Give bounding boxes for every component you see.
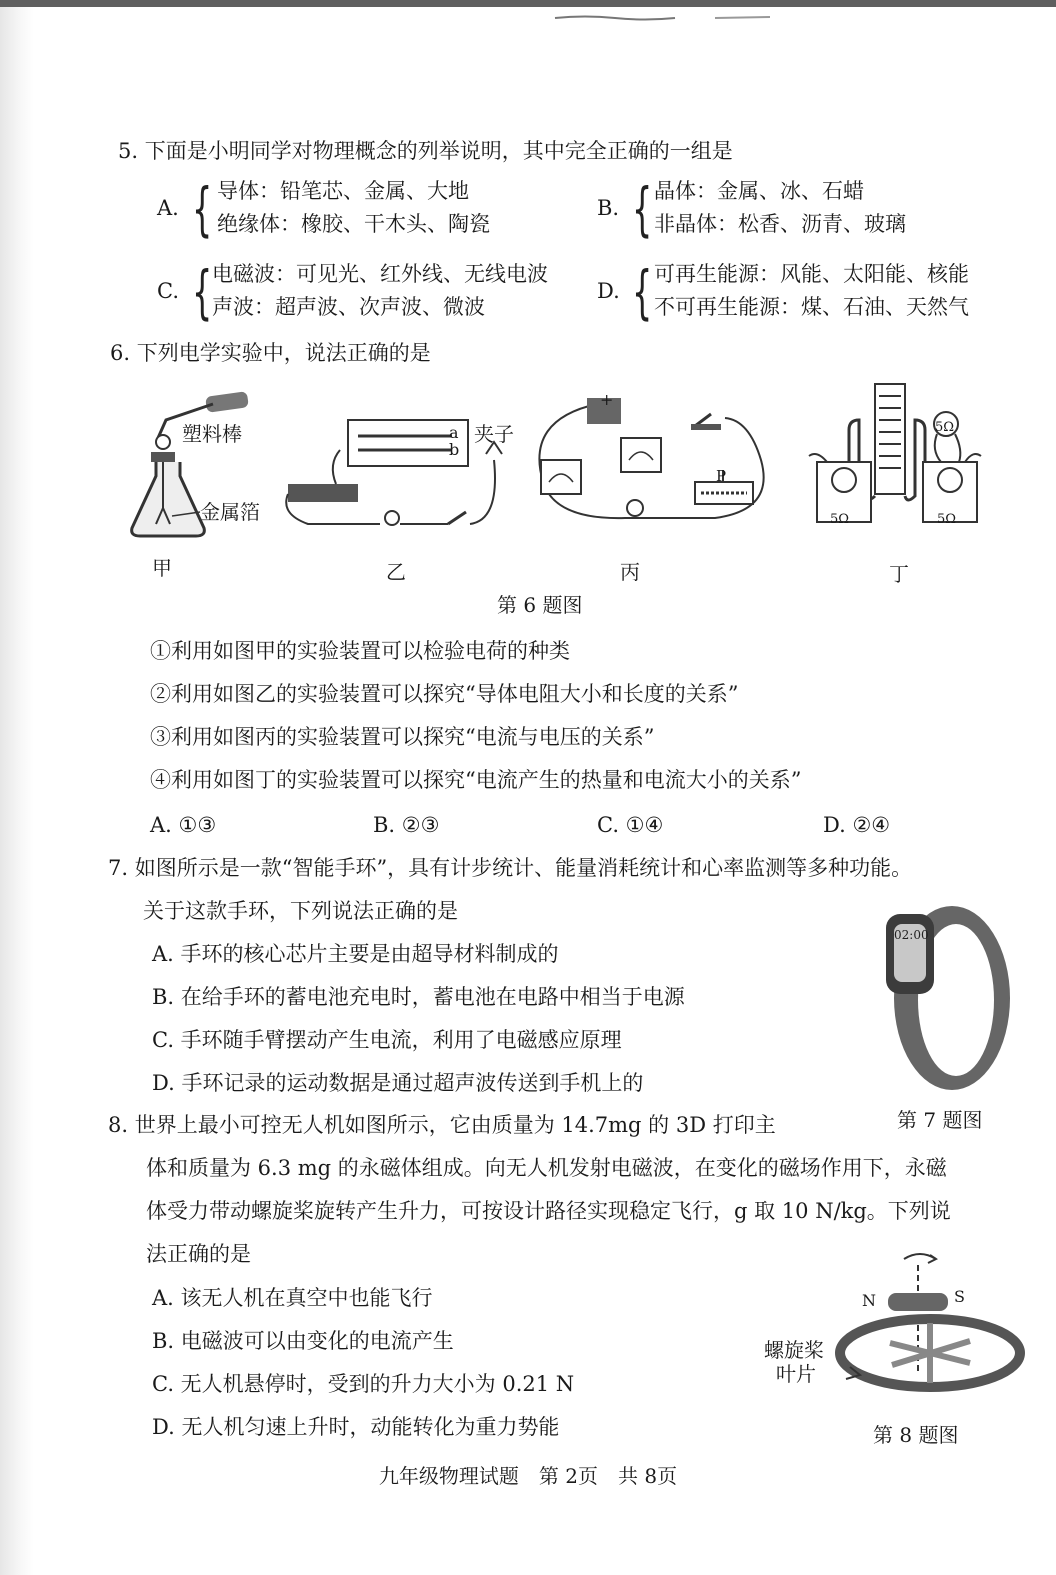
q6-option-c: C. ①④ <box>597 813 664 837</box>
q8-label-north: N <box>862 1291 876 1310</box>
q6-label-plus: + <box>600 390 614 409</box>
q6-label-r5-right: 5Ω <box>937 512 957 527</box>
q6-option-b: B. ②③ <box>373 813 440 837</box>
q5-option-c-line1: 电磁波：可见光、红外线、无线电波 <box>212 262 548 286</box>
q7-band-screen-time: 02:00 <box>894 928 929 942</box>
q6-statement-1: ①利用如图甲的实验装置可以检验电荷的种类 <box>150 639 570 663</box>
q5-option-b-brace: { <box>632 175 653 243</box>
q8-option-a: A. 该无人机在真空中也能飞行 <box>152 1286 433 1310</box>
q5-option-b-line2: 非晶体：松香、沥青、玻璃 <box>654 212 906 236</box>
q8-label-south: S <box>954 1287 965 1306</box>
q6-statement-2: ②利用如图乙的实验装置可以探究“导体电阻大小和长度的关系” <box>150 682 739 706</box>
q7-option-a: A. 手环的核心芯片主要是由超导材料制成的 <box>152 942 559 966</box>
q8-stem-line2: 体和质量为 6.3 mg 的永磁体组成。向无人机发射电磁波，在变化的磁场作用下，永磁 <box>146 1156 947 1180</box>
q8-option-d: D. 无人机匀速上升时，动能转化为重力势能 <box>152 1415 560 1439</box>
q6-option-d: D. ②④ <box>823 813 891 837</box>
q6-subcaption-yi: 乙 <box>386 560 406 584</box>
q6-label-foil: 金属箔 <box>200 500 260 524</box>
q8-option-c: C. 无人机悬停时，受到的升力大小为 0.21 N <box>152 1372 575 1396</box>
q5-option-c-brace: { <box>192 258 213 326</box>
scan-smudge <box>555 14 775 22</box>
q5-option-d-brace: { <box>632 258 653 326</box>
q7-stem-line1: 7. 如图所示是一款“智能手环”，具有计步统计、能量消耗统计和心率监测等多种功能。 <box>108 856 913 880</box>
q6-figure-bing-meter-circuit <box>535 390 775 535</box>
q5-option-b-letter: B. <box>597 196 620 220</box>
q7-option-b: B. 在给手环的蓄电池充电时，蓄电池在电路中相当于电源 <box>152 985 685 1009</box>
q6-label-clip: 夹子 <box>474 422 514 446</box>
q7-stem-line2: 关于这款手环，下列说法正确的是 <box>143 899 458 923</box>
q8-figure-caption: 第 8 题图 <box>873 1423 959 1447</box>
q5-option-c-letter: C. <box>157 279 179 303</box>
q8-label-blade-line1: 螺旋桨 <box>764 1338 824 1362</box>
q6-label-a: a <box>449 423 459 442</box>
q5-option-a-line1: 导体：铅笔芯、金属、大地 <box>217 179 469 203</box>
q6-stem: 6. 下列电学实验中，说法正确的是 <box>110 341 431 365</box>
q6-label-p: P <box>716 467 727 485</box>
q5-option-a-brace: { <box>192 175 213 243</box>
q7-option-c: C. 手环随手臂摆动产生电流，利用了电磁感应原理 <box>152 1028 622 1052</box>
q8-stem-line1: 8. 世界上最小可控无人机如图所示，它由质量为 14.7mg 的 3D 打印主 <box>108 1113 776 1137</box>
q6-subcaption-bing: 丙 <box>620 560 640 584</box>
q5-stem: 5. 下面是小明同学对物理概念的列举说明，其中完全正确的一组是 <box>118 139 733 163</box>
top-dark-border <box>0 0 1056 7</box>
q7-figure-caption: 第 7 题图 <box>897 1108 983 1132</box>
q6-statement-3: ③利用如图丙的实验装置可以探究“电流与电压的关系” <box>150 725 655 749</box>
q8-option-b: B. 电磁波可以由变化的电流产生 <box>152 1329 454 1353</box>
q7-option-d: D. 手环记录的运动数据是通过超声波传送到手机上的 <box>152 1071 644 1095</box>
q6-label-r5-left: 5Ω <box>830 512 850 527</box>
q5-option-d-line2: 不可再生能源：煤、石油、天然气 <box>654 295 969 319</box>
q5-option-d-line1: 可再生能源：风能、太阳能、核能 <box>654 262 969 286</box>
q5-option-b-line1: 晶体：金属、冰、石蜡 <box>654 179 864 203</box>
q8-figure-micro-drone <box>820 1245 1020 1415</box>
q5-option-a-letter: A. <box>157 196 179 220</box>
page-footer: 九年级物理试题 第 2页 共 8页 <box>378 1464 678 1488</box>
q6-label-rod: 塑料棒 <box>182 422 242 446</box>
q6-label-b: b <box>449 440 460 459</box>
q6-subcaption-ding: 丁 <box>889 562 909 586</box>
q6-option-a: A. ①③ <box>150 813 217 837</box>
q5-option-c-line2: 声波：超声波、次声波、微波 <box>212 295 485 319</box>
scan-left-shadow <box>0 7 34 1575</box>
q8-stem-line3: 体受力带动螺旋桨旋转产生升力，可按设计路径实现稳定飞行，g 取 10 N/kg。下列说 <box>146 1199 951 1223</box>
q8-label-blade-line2: 叶片 <box>776 1362 816 1386</box>
q6-figure-caption: 第 6 题图 <box>497 593 583 617</box>
q8-stem-line4: 法正确的是 <box>146 1242 251 1266</box>
q5-option-d-letter: D. <box>597 279 620 303</box>
q6-label-r5-top: 5Ω <box>935 420 955 435</box>
q6-subcaption-jia: 甲 <box>152 556 172 580</box>
q6-statement-4: ④利用如图丁的实验装置可以探究“电流产生的热量和电流大小的关系” <box>150 768 802 792</box>
q5-option-a-line2: 绝缘体：橡胶、干木头、陶瓷 <box>217 212 490 236</box>
